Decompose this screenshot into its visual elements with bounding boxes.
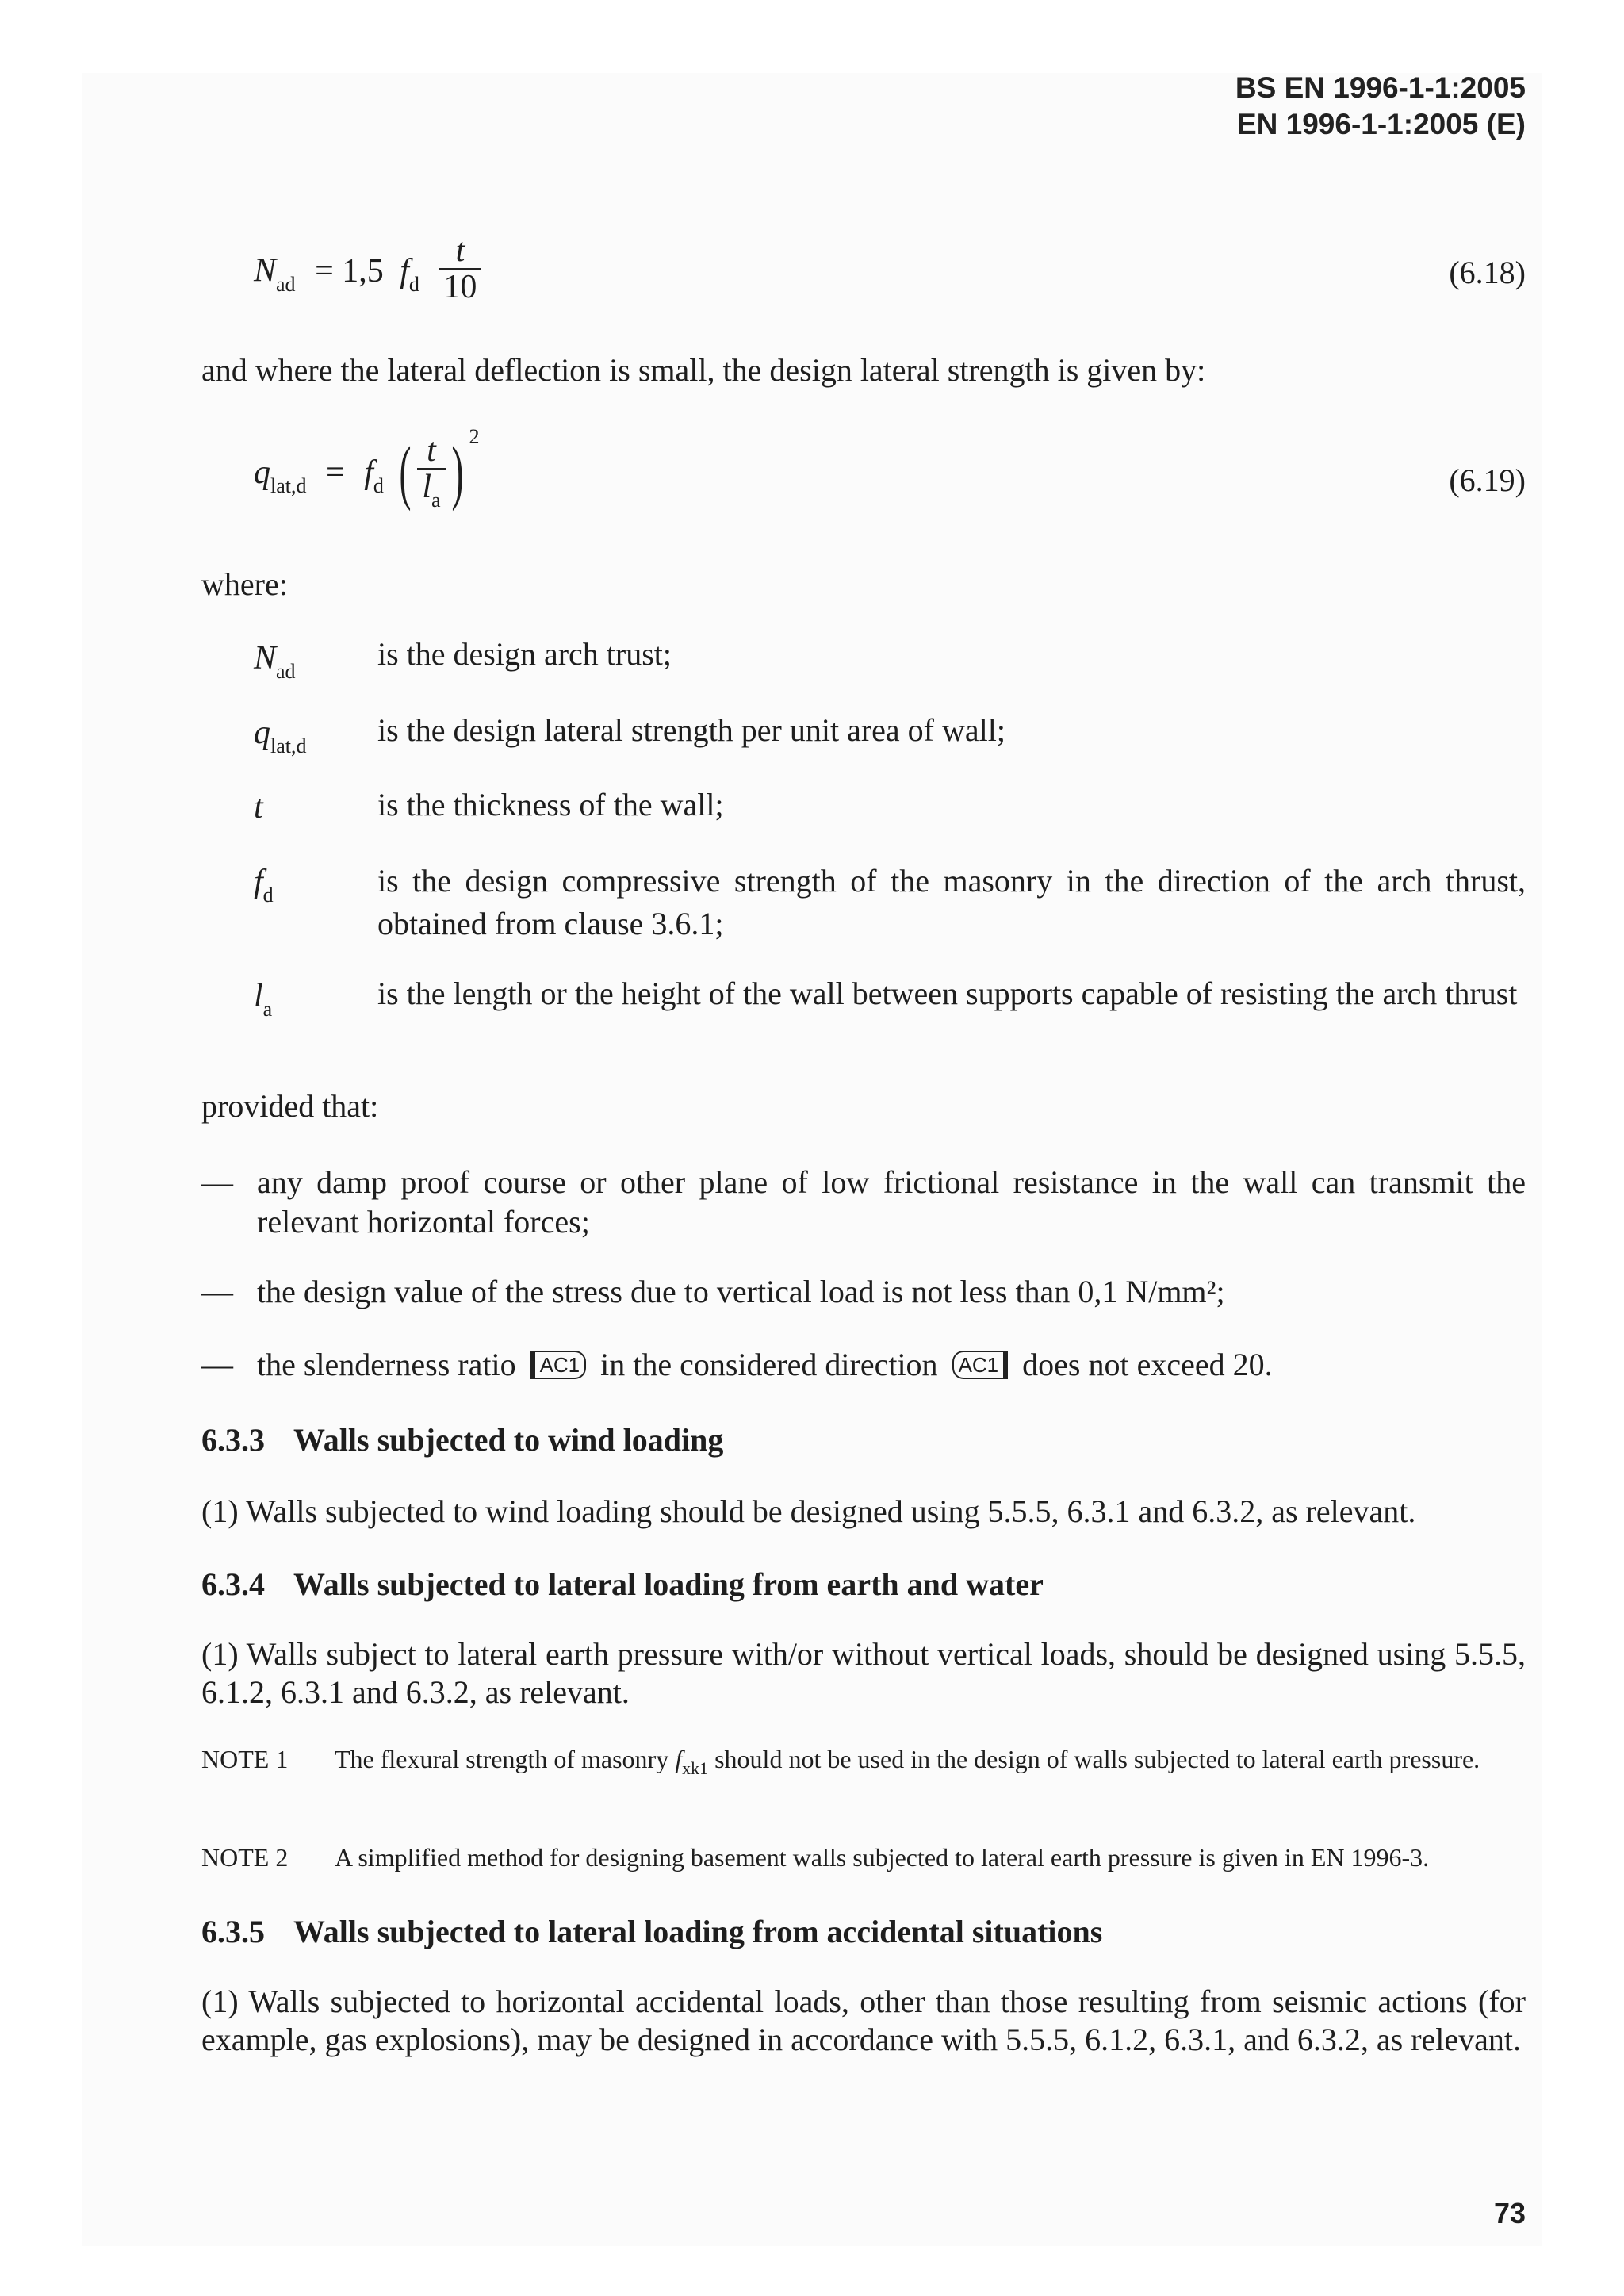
eq-subscript: d: [373, 474, 384, 498]
eq-paren-right: ): [451, 433, 464, 512]
note-label: NOTE 1: [201, 1745, 289, 1773]
equation-6-19: [254, 425, 480, 516]
equation-number-6-19: (6.19): [1449, 462, 1526, 498]
provided-label: provided that:: [201, 1088, 379, 1124]
intro-paragraph: and where the lateral deflection is small, the design lateral strength is given by:: [201, 352, 1206, 388]
list-item: [201, 1345, 1526, 1389]
standard-id-en: EN 1996-1-1:2005 (E): [1236, 108, 1526, 140]
amendment-marker-close: AC1: [952, 1351, 1009, 1379]
eq-subscript: ad: [276, 272, 296, 296]
note-text: A simplified method for designing basement walls subjected to lateral earth pressure is given in EN 1996-3.: [335, 1843, 1430, 1872]
def-sym: N: [254, 640, 277, 677]
eq-symbol: f: [364, 454, 373, 492]
text-segment: in the considered direction: [600, 1347, 938, 1382]
eq-fraction: [417, 432, 445, 512]
def-sym: q: [254, 715, 270, 751]
note-2: [201, 1840, 1526, 1875]
eq-subscript: d: [408, 272, 419, 296]
eq-symbol: q: [254, 454, 270, 492]
section-heading-6-3-4: [201, 1566, 1044, 1603]
eq-fraction: [439, 233, 481, 305]
eq-denominator: [417, 468, 445, 512]
equation-number-6-18: (6.18): [1449, 255, 1526, 290]
list-item-text: [257, 1345, 1526, 1385]
eq-exponent: 2: [469, 425, 480, 449]
definition-symbol: [254, 714, 307, 757]
amendment-marker-open: AC1: [530, 1351, 587, 1379]
list-item-text: the design value of the stress due to vertical load is not less than 0,1 N/mm²;: [257, 1274, 1225, 1309]
eq-symbol: N: [254, 252, 277, 289]
section-title: Walls subjected to wind loading: [293, 1422, 724, 1458]
list-item-text: any damp proof course or other plane of low frictional resistance in the wall can transmit the relevant horizontal forces;: [257, 1164, 1526, 1240]
definition-text: is the design compressive strength of the masonry in the direction of the arch thrust, obtained from clause 3.6.1;: [377, 863, 1526, 941]
where-label: where:: [201, 566, 288, 602]
def-sub: ad: [276, 660, 296, 683]
eq-numerator: t: [427, 432, 436, 469]
standard-id-bs: BS EN 1996-1-1:2005: [1235, 71, 1526, 104]
eq-numerator: t: [455, 232, 465, 269]
document-header: [1235, 70, 1526, 143]
eq-subscript: a: [431, 489, 441, 512]
paragraph: (1) Walls subject to lateral earth pressure with/or without vertical loads, should be designed using 5.5.5, 6.1.2, 6.3.1 and 6.3.2, as relevant.: [201, 1636, 1526, 1710]
definition-text: is the length or the height of the wall between supports capable of resisting the arch thrust: [377, 976, 1518, 1011]
note-text: should not be used in the design of walls subjected to lateral earth pressure.: [714, 1745, 1480, 1773]
eq-operator: =: [326, 454, 345, 492]
eq-paren-left: (: [399, 433, 412, 512]
dash-bullet: —: [201, 1347, 233, 1382]
equation-6-18: [254, 232, 481, 309]
def-sym: f: [254, 864, 263, 900]
dash-bullet: —: [201, 1164, 233, 1200]
paragraph: (1) Walls subjected to horizontal accidental loads, other than those resulting from seismic actions (for example, gas explosions), may be designed in accordance with 5.5.5, 6.1.2, 6.3.1, and 6.3.2, as relevant.: [201, 1984, 1526, 2057]
list-item: [201, 1163, 1526, 1250]
paragraph: (1) Walls subjected to wind loading should be designed using 5.5.5, 6.3.1 and 6.3.2, as relevant.: [201, 1493, 1416, 1529]
text-segment: the slenderness ratio: [257, 1347, 516, 1382]
eq-subscript: lat,d: [270, 474, 307, 498]
def-sub: lat,d: [270, 734, 307, 757]
definition-text: is the design arch trust;: [377, 636, 672, 672]
def-sym: t: [254, 789, 263, 826]
def-sym: l: [254, 978, 263, 1014]
definition-symbol: [254, 788, 263, 826]
definition-text: is the thickness of the wall;: [377, 787, 724, 822]
eq-denominator: 10: [439, 268, 481, 305]
definition-text: is the design lateral strength per unit area of wall;: [377, 712, 1005, 748]
section-title: Walls subjected to lateral loading from earth and water: [293, 1566, 1044, 1602]
text-segment: does not exceed 20.: [1022, 1347, 1273, 1382]
definition-symbol: [254, 863, 274, 907]
section-heading-6-3-5: [201, 1913, 1102, 1950]
definition-symbol: [254, 639, 296, 683]
section-number: 6.3.5: [201, 1914, 265, 1949]
note-symbol: f: [675, 1745, 683, 1773]
note-label: NOTE 2: [201, 1843, 289, 1872]
section-heading-6-3-3: [201, 1421, 723, 1458]
eq-operator: = 1,5: [315, 252, 384, 289]
def-sub: a: [262, 998, 273, 1021]
note-1: [201, 1742, 1526, 1780]
list-item: [201, 1272, 1526, 1317]
eq-symbol: f: [400, 252, 409, 289]
note-subscript: xk1: [682, 1758, 709, 1778]
def-sub: d: [262, 884, 274, 907]
section-title: Walls subjected to lateral loading from accidental situations: [293, 1914, 1103, 1949]
section-number: 6.3.4: [201, 1566, 265, 1602]
section-number: 6.3.3: [201, 1422, 265, 1458]
dash-bullet: —: [201, 1274, 233, 1309]
note-text: The flexural strength of masonry: [335, 1745, 669, 1773]
definition-symbol: [254, 977, 273, 1021]
page-number: 73: [1493, 2197, 1526, 2229]
eq-symbol: l: [422, 469, 432, 505]
